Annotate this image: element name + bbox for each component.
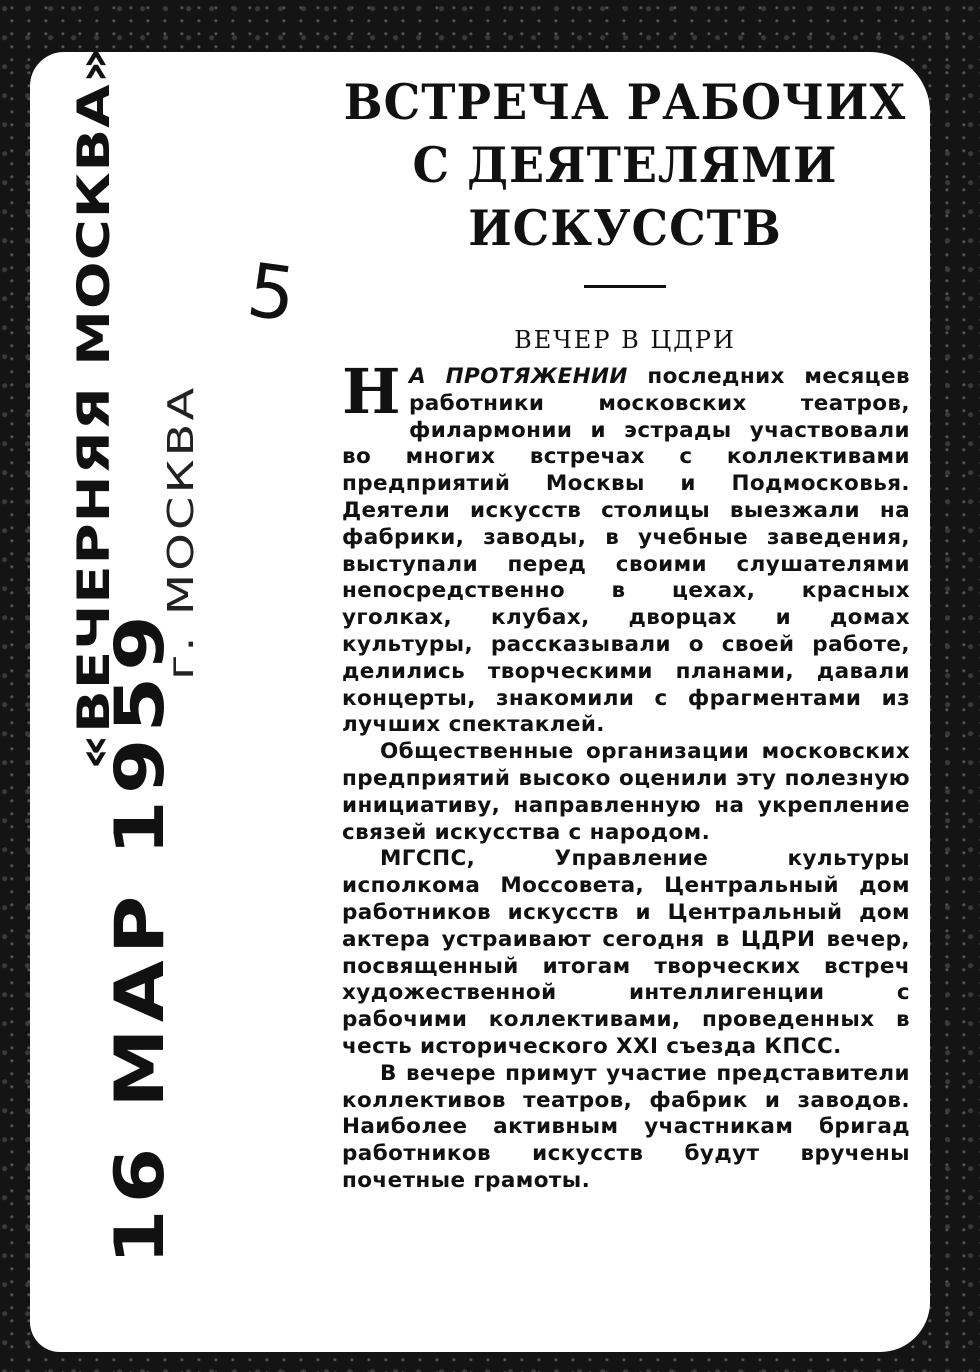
paragraph-text: последних месяцев работники московских театров, филармонии и эстрады участвовали во многих встречах с коллективами предприятий Москвы и Подмосковья. Деятели искусств столицы выезжали на фабрики, заводы, в учебные заведения, выступали перед своими слушателями непосредственно в цехах, красных уголках, клубах, дворцах и домах культуры, рассказывали о своей работе, делились творческими планами, давали концерты, знакомили с фрагментами из лучших спектаклей. <box>342 364 910 738</box>
headline-line: С ДЕЯТЕЛЯМИ <box>412 136 838 194</box>
subheadline: ВЕЧЕР В ЦДРИ <box>514 326 736 354</box>
city-stamp: г. МОСКВА <box>160 384 202 680</box>
lead-in-caps: А ПРОТЯЖЕНИИ <box>408 364 628 389</box>
headline-line: ВСТРЕЧА РАБОЧИХ <box>343 73 907 131</box>
article <box>340 75 910 1195</box>
headline <box>340 71 910 260</box>
article-body <box>340 355 910 1195</box>
headline-line: ИСКУССТВ <box>468 199 782 257</box>
article-paragraph: В вечере примут участие представители коллективов театров, фабрик и заводов. Наиболее активным участникам бригад работников искусств будут вручены почетные грамоты. <box>342 1060 910 1193</box>
handwritten-mark: 5 <box>242 247 301 339</box>
drop-cap: Н <box>342 355 401 428</box>
article-paragraph: Общественные организации московских предприятий высоко оценили эту полезную инициативу, направленную на укрепление связей искусства с народом. <box>342 739 910 845</box>
headline-divider <box>584 285 666 288</box>
date-stamp: 16 МАР 1959 <box>100 609 180 1265</box>
newspaper-name-stamp: «ВЕЧЕРНЯЯ МОСКВА» <box>68 46 120 770</box>
article-paragraph <box>342 355 910 739</box>
article-paragraph: МГСПС, Управление культуры исполкома Моссовета, Центральный дом работников искусств и Центральный дом актера устраивают сегодня в ЦДРИ вечер, посвященный итогам творческих встреч художественной интеллигенции с рабочими коллективами, проведенных в честь исторического XXI съезда КПСС. <box>342 846 910 1059</box>
